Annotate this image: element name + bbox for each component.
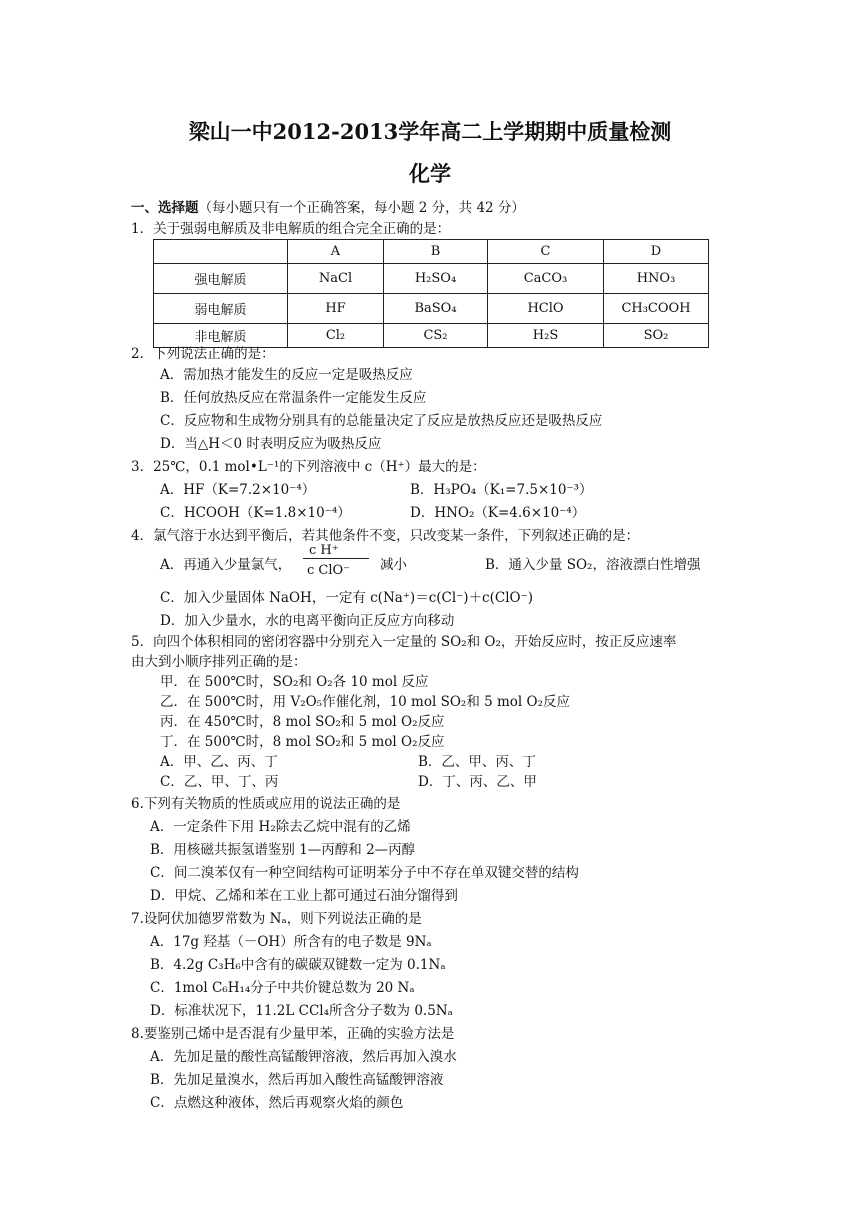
table-header-cell [154,240,288,264]
question-4-option-a-suffix: 减小 [380,557,407,573]
question-4-stem: 4．氯气溶于水达到平衡后，若其他条件不变，只改变某一条件，下列叙述正确的是： [131,528,640,544]
section-title: 一、选择题 [131,200,199,216]
question-5-stem-line2: 由大到小顺序排列正确的是： [131,654,307,670]
table-cell: CaCO₃ [488,264,604,294]
question-6-option-a: A．一定条件下用 H₂除去乙烷中混有的乙烯 [150,819,411,835]
question-5-item-jia: 甲．在 500℃时，SO₂和 O₂各 10 mol 反应 [160,674,429,690]
table-cell: H₂SO₄ [384,264,488,294]
table-row [154,264,709,294]
question-4-option-c: C．加入少量固体 NaOH，一定有 c(Na⁺)＝c(Cl⁻)＋c(ClO⁻) [160,590,533,606]
table-cell: CS₂ [384,324,488,348]
question-6-option-d: D．甲烷、乙烯和苯在工业上都可通过石油分馏得到 [150,888,458,904]
table-cell: HClO [488,294,604,324]
question-6-stem: 6.下列有关物质的性质或应用的说法正确的是 [131,796,401,812]
question-5-option-d: D．丁、丙、乙、甲 [418,774,537,790]
question-7-stem: 7.设阿伏加德罗常数为 Nₐ，则下列说法正确的是 [131,911,422,927]
question-3-option-a: A．HF（K=7.2×10⁻⁴） [160,482,316,498]
question-8-option-c: C．点燃这种液体，然后再观察火焰的颜色 [150,1095,404,1111]
question-5-option-a: A．甲、乙、丙、丁 [160,754,278,770]
page-subtitle: 化学 [409,161,451,186]
question-3-option-d: D．HNO₂（K=4.6×10⁻⁴） [410,505,586,521]
question-4-option-a-prefix: A．再通入少量氯气， [160,557,292,573]
fraction-numerator: c H⁺ [309,543,339,558]
section-heading [131,199,525,217]
table-header-cell: C [488,240,604,264]
table-header-row [154,240,709,264]
question-3-option-c: C．HCOOH（K=1.8×10⁻⁴） [160,505,351,521]
page-title: 梁山一中2012-2013学年高二上学期期中质量检测 [188,119,672,144]
table-cell: CH₃COOH [604,294,709,324]
fraction-denominator: c ClO⁻ [307,563,351,578]
question-2-stem: 2．下列说法正确的是： [131,346,275,362]
question-7-option-d: D．标准状况下，11.2L CCl₄所含分子数为 0.5Nₐ [150,1003,453,1019]
concentration-ratio-fraction [303,544,369,580]
question-5-option-b: B．乙、甲、丙、丁 [418,754,536,770]
question-5-item-yi: 乙．在 500℃时，用 V₂O₅作催化剂，10 mol SO₂和 5 mol O₂反应 [160,694,571,710]
question-7-option-c: C．1mol C₆H₁₄分子中共价键总数为 20 Nₐ [150,980,415,996]
section-note: （每小题只有一个正确答案，每小题 2 分，共 42 分） [198,200,525,216]
question-4-option-b: B．通入少量 SO₂，溶液漂白性增强 [485,557,701,573]
question-3-option-b: B．H₃PO₄（K₁=7.5×10⁻³） [410,482,593,498]
table-cell: Cl₂ [288,324,384,348]
question-7-option-b: B．4.2g C₃H₆中含有的碳碳双键数一定为 0.1Nₐ [150,957,446,973]
table-row [154,294,709,324]
table-cell: BaSO₄ [384,294,488,324]
table-cell: 弱电解质 [154,294,288,324]
question-6-option-c: C．间二溴苯仅有一种空间结构可证明苯分子中不存在单双键交替的结构 [150,865,579,881]
electrolyte-table [153,239,709,348]
table-cell: 非电解质 [154,324,288,348]
question-3-stem: 3．25℃，0.1 mol•L⁻¹的下列溶液中 c（H⁺）最大的是： [131,459,486,475]
table-header-cell: D [604,240,709,264]
question-2-option-c: C．反应物和生成物分别具有的总能量决定了反应是放热反应还是吸热反应 [160,413,603,429]
question-8-option-a: A．先加足量的酸性高锰酸钾溶液，然后再加入溴水 [150,1049,457,1065]
table-row [154,324,709,348]
question-4-option-d: D．加入少量水，水的电离平衡向正反应方向移动 [160,613,455,629]
table-cell: SO₂ [604,324,709,348]
table-cell: H₂S [488,324,604,348]
table-cell: HNO₃ [604,264,709,294]
question-1-stem: 1．关于强弱电解质及非电解质的组合完全正确的是： [131,221,451,237]
question-5-option-c: C．乙、甲、丁、丙 [160,774,279,790]
table-cell: HF [288,294,384,324]
question-2-option-d: D．当△H＜0 时表明反应为吸热反应 [160,436,382,452]
question-7-option-a: A．17g 羟基（－OH）所含有的电子数是 9Nₐ [150,934,432,950]
question-2-option-b: B．任何放热反应在常温条件一定能发生反应 [160,390,427,406]
question-6-option-b: B．用核磁共振氢谱鉴别 1—丙醇和 2—丙醇 [150,842,416,858]
table-cell: 强电解质 [154,264,288,294]
fraction-bar [303,558,369,559]
table-cell: NaCl [288,264,384,294]
question-2-option-a: A．需加热才能发生的反应一定是吸热反应 [160,367,413,383]
question-8-option-b: B．先加足量溴水，然后再加入酸性高锰酸钾溶液 [150,1072,444,1088]
question-8-stem: 8.要鉴别己烯中是否混有少量甲苯，正确的实验方法是 [131,1026,455,1042]
table-header-cell: B [384,240,488,264]
question-5-item-bing: 丙．在 450℃时，8 mol SO₂和 5 mol O₂反应 [160,714,445,730]
question-5-item-ding: 丁．在 500℃时，8 mol SO₂和 5 mol O₂反应 [160,734,445,750]
table-header-cell: A [288,240,384,264]
question-5-stem-line1: 5．向四个体积相同的密闭容器中分别充入一定量的 SO₂和 O₂，开始反应时，按正反应速率 [131,634,677,650]
